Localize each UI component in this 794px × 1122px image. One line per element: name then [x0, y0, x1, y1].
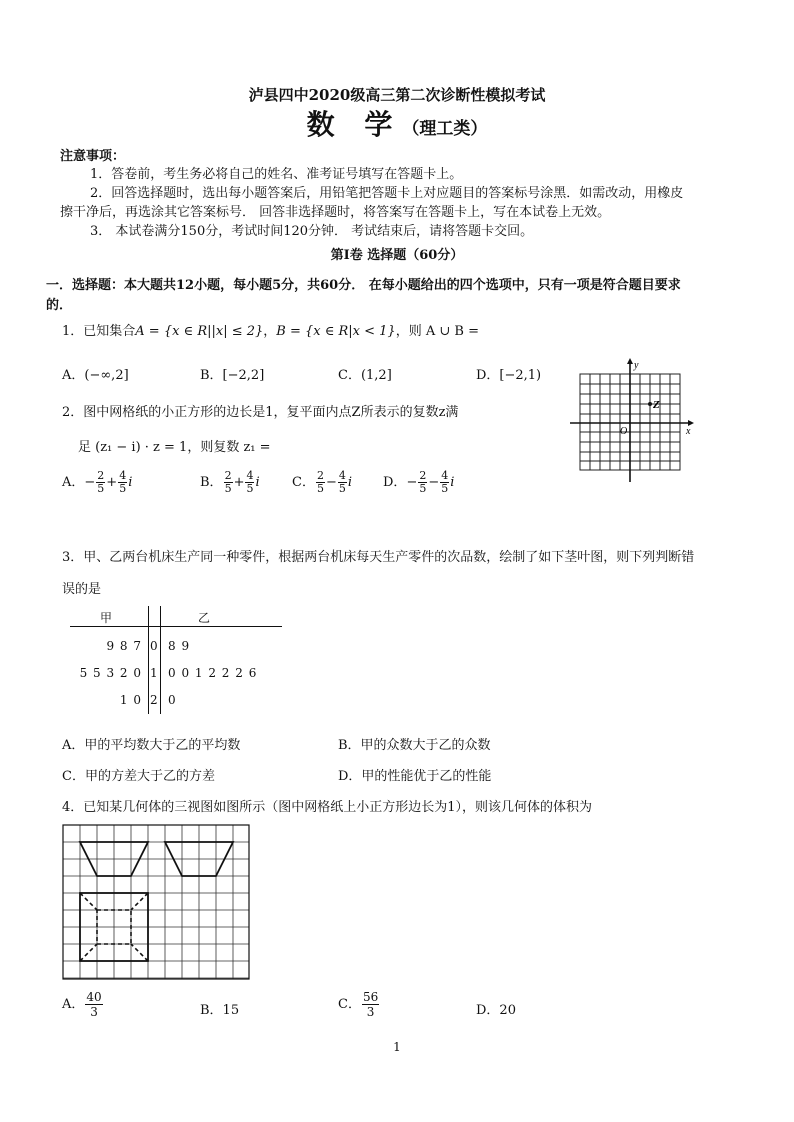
exam-title: 泸县四中2020级高三第二次诊断性模拟考试: [248, 86, 546, 104]
stem-row-0-right: 8 9: [168, 639, 191, 653]
q3-option-c: C．甲的方差大于乙的方差: [62, 769, 215, 784]
subject-title: [0, 103, 794, 143]
question-2: 2．图中网格纸的小正方形的边长是1，复平面内点Z所表示的复数z满: [62, 405, 459, 420]
q1-comma: ，: [263, 324, 277, 339]
origin-label: O: [620, 426, 628, 437]
point-z: [648, 402, 652, 406]
stem-row-1-left: 5 5 3 2 0: [79, 666, 142, 680]
q2-option-b: B． $\frac{2}{5}$ + $\frac{4}{5}$ i: [200, 469, 260, 495]
stem-row-2-right: 0: [168, 693, 177, 707]
q1-tail: ，则 A ∪ B =: [395, 324, 479, 339]
stem-divider-left: [148, 606, 149, 714]
question-3-cont: 误的是: [62, 582, 102, 597]
stem-row-0-left: 9 8 7: [106, 639, 142, 653]
note-item-1: 1．答卷前，考生务必将自己的姓名、准考证号填写在答题卡上。: [90, 167, 463, 182]
three-view-border: [63, 825, 249, 979]
q3-option-d: D．甲的性能优于乙的性能: [338, 769, 492, 784]
complex-plane-figure: [568, 356, 698, 486]
three-view-figure: [62, 824, 250, 980]
q2-option-c: C． $\frac{2}{5}$ − $\frac{4}{5}$ i: [292, 469, 353, 495]
x-axis-label: x: [686, 426, 691, 437]
q4-option-c: C． $\frac{56}{3}$: [338, 990, 379, 1019]
section-intro: 一．选择题：本大题共12小题，每小题5分，共60分． 在每小题给出的四个选项中，只有一项是符合题目要求: [46, 278, 681, 293]
stem-row-0-stem: 0: [150, 639, 158, 653]
q1-option-d: D．[−2,1): [476, 368, 542, 383]
question-3: 3．甲、乙两台机床生产同一种零件，根据两台机床每天生产零件的次品数，绘制了如下茎叶图，则下列判断错: [62, 550, 695, 565]
stem-row-2-stem: 2: [150, 693, 158, 707]
point-z-label: Z: [653, 399, 660, 411]
q1-set-b: B = {x ∈ R|x < 1}: [276, 324, 396, 339]
q1-option-c: C．(1,2]: [338, 368, 392, 383]
stem-row-1-stem: 1: [150, 666, 158, 680]
note-item-3: 3． 本试卷满分150分，考试时间120分钟． 考试结束后，请将答题卡交回。: [90, 224, 534, 239]
stem-leaf-plot: [70, 606, 284, 714]
note-item-2-cont: 擦干净后，再选涂其它答案标号． 回答非选择题时，将答案写在答题卡上，写在本试卷上无效。: [60, 205, 611, 220]
y-axis-label: y: [634, 360, 639, 371]
subject-name: 数 学: [306, 108, 403, 141]
notes-heading: 注意事项：: [60, 149, 126, 164]
q1-option-a: A．(−∞,2]: [62, 368, 129, 383]
q2-option-a: A．− $\frac{2}{5}$ + $\frac{4}{5}$ i: [62, 469, 133, 495]
q4-option-d: D．20: [476, 1003, 516, 1018]
q1-set-a: A = {x ∈ R||x| ≤ 2}: [135, 324, 264, 339]
question-4: 4．已知某几何体的三视图如图所示（图中网格纸上小正方形边长为1），则该几何体的体积为: [62, 800, 593, 815]
stem-header-rule: [70, 626, 282, 627]
page-number: 1: [393, 1040, 401, 1054]
q1-option-b: B．[−2,2]: [200, 368, 265, 383]
stem-row-1-right: 0 0 1 2 2 2 6: [168, 666, 258, 680]
three-view-grid: [63, 825, 249, 979]
q4-option-b: B．15: [200, 1003, 240, 1018]
q1-prefix: 1．已知集合: [62, 324, 136, 339]
section-intro-cont: 的．: [46, 298, 73, 313]
question-1: [62, 320, 479, 339]
q2-option-d: D．− $\frac{2}{5}$ − $\frac{4}{5}$ i: [383, 469, 455, 495]
stem-row-2-left: 1 0: [119, 693, 142, 707]
q4-option-a: A． $\frac{40}{3}$: [62, 990, 102, 1019]
subject-note: （理工类）: [402, 119, 488, 139]
stem-right-header: 乙: [198, 611, 211, 625]
q3-option-a: A．甲的平均数大于乙的平均数: [62, 738, 241, 753]
q3-option-b: B．甲的众数大于乙的众数: [338, 738, 491, 753]
y-axis-arrow-icon: [627, 358, 633, 364]
note-item-2: 2．回答选择题时，选出每小题答案后，用铅笔把答题卡上对应题目的答案标号涂黑．如需改动，用橡皮: [90, 186, 684, 201]
stem-divider-right: [160, 606, 161, 714]
stem-left-header: 甲: [100, 611, 113, 625]
question-2-cont: 足 (z₁ − i) · z = 1，则复数 z₁ =: [78, 440, 271, 455]
section-title: 第Ⅰ卷 选择题（60分）: [330, 248, 464, 263]
